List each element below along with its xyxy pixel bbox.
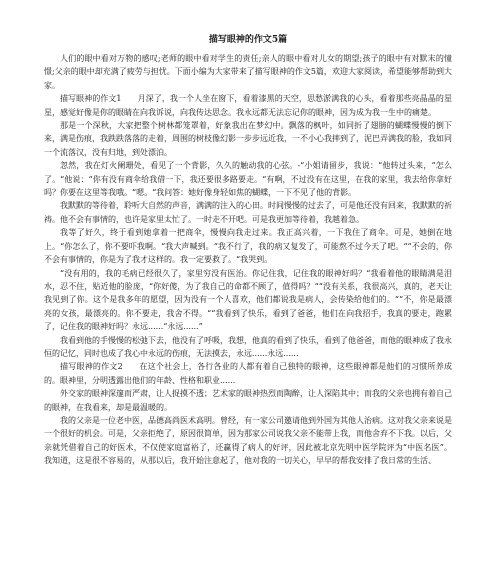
paragraph: 我的父亲是一位老中医，品德高尚医术高明。曾经，有一家公司邀请他到外国为其他人治病。这对我父亲来说是一个很好的机会。可是，父亲拒绝了，原因很简单，因为那家公司说我父亲不能带上我，而他舍弃不下我。以后，父亲就凭借着自己的好医术，不仅使家庭富裕了，还赢得了病人的好评，因此被北京先明中医学院评为“中医名医”。我知道，这是很不容易的，从那以后，我开始注意起了，他对我的一切关心，早早的帮我安排了我日常的生活、: [44, 415, 452, 466]
paragraph: 我默默的等待着，聆听大自然的声音，满满的注入的心田。时间慢慢的过去了，可是他还没有回来，我默默的祈祷。他不会有事情的，也许是家里太忙了。一时走不开吧。可是我更加等待着，我越着急。: [44, 201, 452, 224]
paragraph: 描写眼神的作文1 月深了，我一个人坐在窗下，看着漆黑的天空，思愁淤满我的心头，看着那些亮晶晶的星星，感觉好像是你的眼睛在向我诉说，向我传达思念。我永远都无法忘记你的眼神，因为成为我一生中的痛楚。: [44, 94, 452, 117]
paragraph: 我看到他的手慢慢的松弛下去，他没有了呼吸，我想，他真的看到了快乐，看到了他爸爸，而他的眼神成了我永恒的记忆，同时也成了我心中永远的伤痕，无法摸去，永远......永远......: [44, 335, 452, 358]
paragraph: 我等了好久，终于看到她拿着一把商伞，慢慢向我走过来。我正高兴着，一下我住了商伞。可是，她倒在地上。“你怎么了，你不要吓我啊。“我大声喊到。“我不行了，我的病又复发了，可能熬不过今天了吧。““不会的，你不会有事情的，你是为了我才这样的。我一定要救了。“我哭到。: [44, 228, 452, 265]
paragraph: 忽然，我在灯火阑珊处，看见了一个背影，久久的触动我的心弦。-“小姐请留步，我说：“他转过头来，“怎么了。“他说：“你有没有商伞给我借一下，我还要很多路要走。“有啊，不过没有在这里，在我的家里，我去给你拿好吗？你要在这里等我哦。“嗯。“我问答：她好像身轻如焦的蝴蝶，一下不见了他的背影。: [44, 161, 452, 198]
paragraph: 人们的眼中看对万物的感叹;老师的眼中看对学生的责任;亲人的眼中看对儿女的期望;孩子的眼中有对默末的憧憬;父亲的眼中却充满了疲劳与担忧。下面小编为大家带来了描写眼神的作文5篇，欢迎大家阅读，希望能够帮助到大家。: [44, 54, 452, 90]
document-title: 描写眼神的作文5篇: [208, 35, 288, 45]
paragraph: 外交家的眼神深邃而严肃，让人捉摸不透；艺术家的眼神热烈而陶醉，让人深陷其中；而我的父亲也拥有着自己的眼神，在我看来，却是最温暖的。: [44, 389, 452, 412]
paragraph: “没有用的，我的毛病已经很久了，家里穷没有医治。你记住我，记住我的眼神好吗？“我看着他的眼睛满是泪水，忍不住，贴近他的脸庞，“你好傻，为了我自己的命都不顾了，值得吗？““没有关系，我很高兴，真的，老天让我见到了你。这个是我多年的愿望，因为没有一个人喜欢，他们都说我是病人，会传染给他们的。““不，你是最漂亮的女孩，最漂亮的。你不要走，我舍不得。““我看到了快乐，看到了爸爸，他们在向我招手，我真的要走，跑累了，记住我的眼神好吗？永远......“永远......”: [44, 268, 452, 332]
paragraph: 描写眼神的作文2 在这个社会上，各行各业的人都有着自己独特的眼神，这些眼神都是他们的习惯所养成的。眼神里，分明透露出他们的年龄、性格和职业......: [44, 362, 452, 385]
document-body: [44, 52, 452, 468]
paragraph: 那是一个深秋，大家把整个树林都笼罩着，好象我出在梦幻中。飘落的枫叶，如同折了翅膀的蝴蝶慢慢的倒下来，满是伤痕，我跌跌落落的走着，周围的树枝像幻影一步步远近我，一不小心我摔到了，泥巴弄满我的脸，我如同一个流落汉，没有归地，到处漂泊。: [44, 121, 452, 157]
